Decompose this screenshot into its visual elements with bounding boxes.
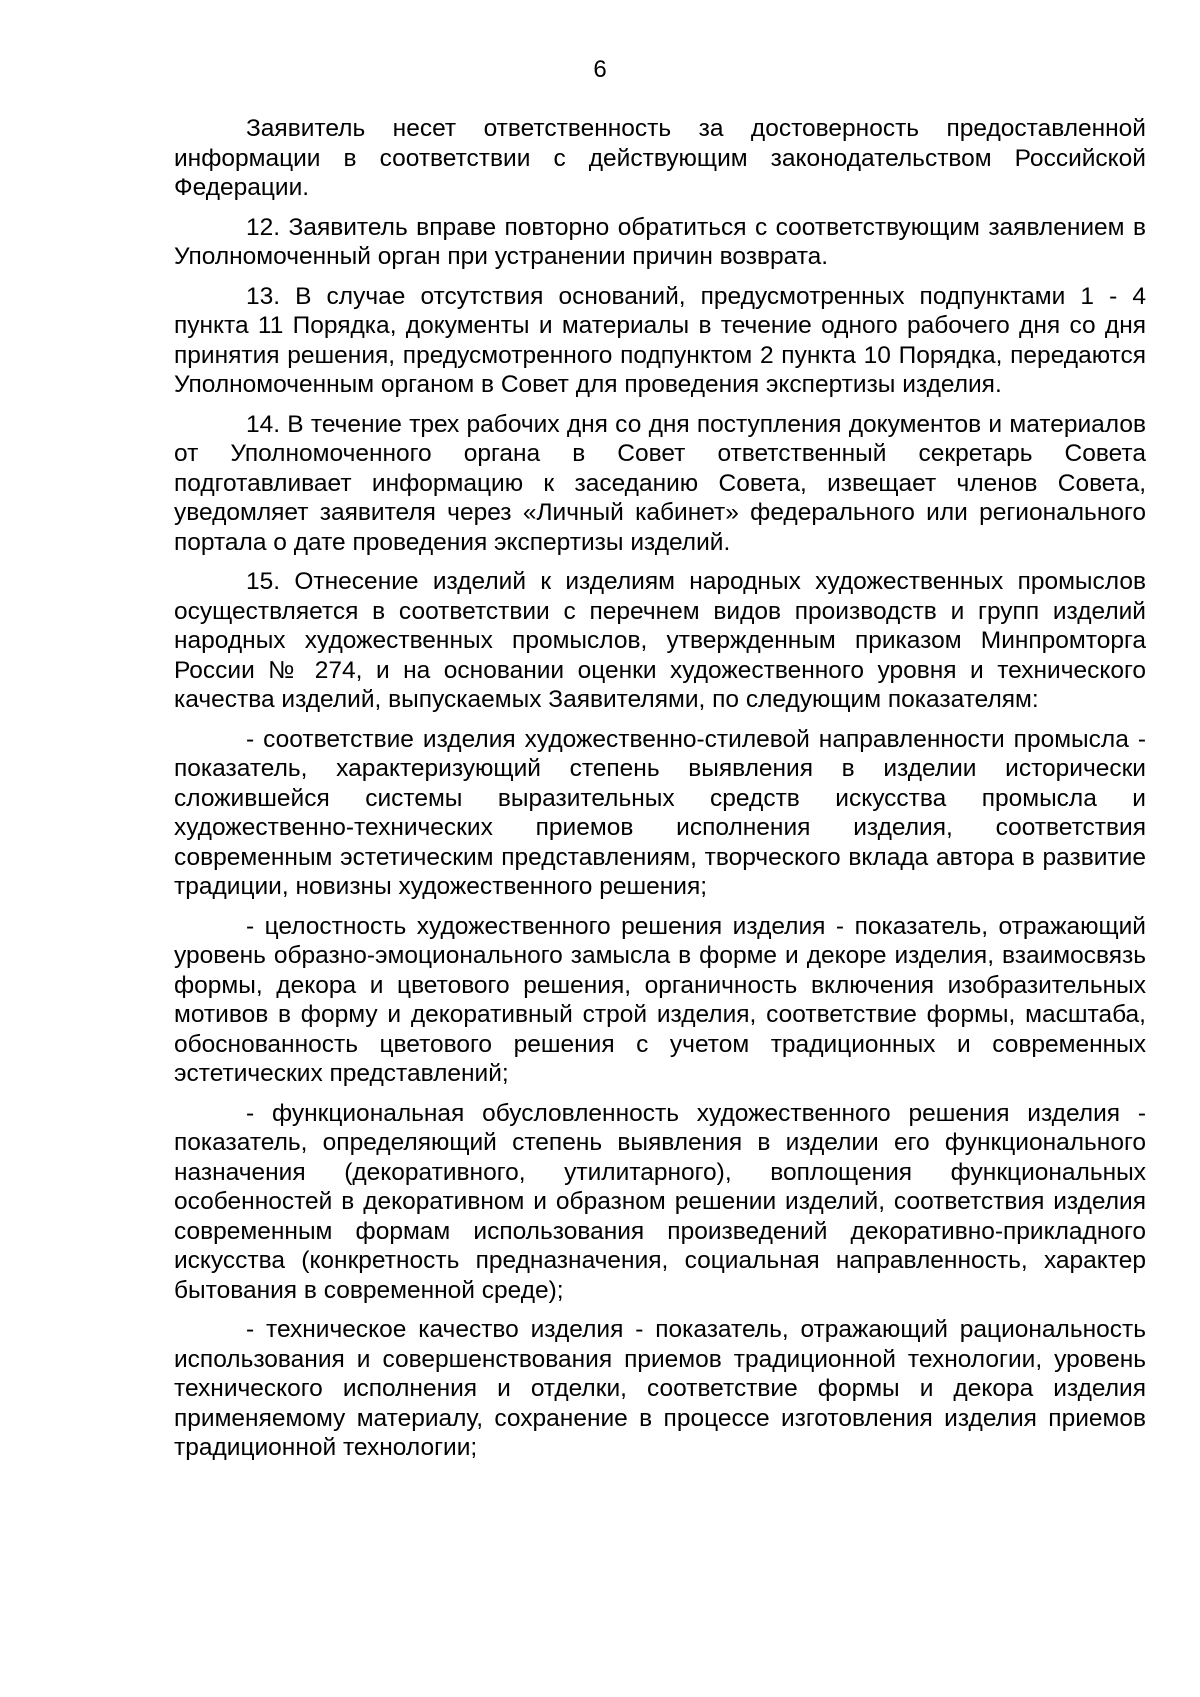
paragraph-15: 15. Отнесение изделий к изделиям народных художественных промыслов осуществляется в соответствии с перечнем видов производств и групп изделий народных художественных промыслов, утвержденным приказом Минпромторга России № 274, и на основании оценки художественного уровня и технического качества изделий, выпускаемых Заявителями, по следующим показателям: <box>174 568 1146 713</box>
page-number: 6 <box>593 56 607 83</box>
criterion-functional: - функциональная обусловленность художественного решения изделия - показатель, определяющий степень выявления в изделии его функционального назначения (декоративного, утилитарного), воплощения функциональных особенностей в декоративном и образном решении изделий, соответствия изделия современным формам использования произведений декоративно-прикладного искусства (конкретность предназначения, социальная направленность, характер бытования в современной среде); <box>174 1099 1146 1304</box>
criterion-integrity: - целостность художественного решения изделия - показатель, отражающий уровень образно-эмоционального замысла в форме и декоре изделия, взаимосвязь формы, декора и цветового решения, органичность включения изобразительных мотивов в форму и декоративный строй изделия, соответствие формы, масштаба, обоснованность цветового решения с учетом традиционных и современных эстетических представлений; <box>174 912 1146 1087</box>
paragraph-12: 12. Заявитель вправе повторно обратиться с соответствующим заявлением в Уполномоченный орган при устранении причин возврата. <box>174 213 1146 270</box>
criterion-style: - соответствие изделия художественно-стилевой направленности промысла - показатель, характеризующий степень выявления в изделии исторически сложившейся системы выразительных средств искусства промысла и художественно-технических приемов исполнения изделия, соответствия современным эстетическим представлениям, творческого вклада автора в развитие традиции, новизны художественного решения; <box>174 725 1146 900</box>
paragraph-14: 14. В течение трех рабочих дня со дня поступления документов и материалов от Уполномоченного органа в Совет ответственный секретарь Совета подготавливает информацию к заседанию Совета, извещает членов Совета, уведомляет заявителя через «Личный кабинет» федерального или регионального портала о дате проведения экспертизы изделий. <box>174 410 1146 556</box>
document-body <box>174 114 1146 1463</box>
criterion-technical: - техническое качество изделия - показатель, отражающий рациональность использования и совершенствования приемов традиционной технологии, уровень технического исполнения и отделки, соответствие формы и декора изделия применяемому материалу, сохранение в процессе изготовления изделия приемов традиционной технологии; <box>174 1316 1146 1461</box>
paragraph-13: 13. В случае отсутствия оснований, предусмотренных подпунктами 1 - 4 пункта 11 Порядка, документы и материалы в течение одного рабочего дня со дня принятия решения, предусмотренного подпунктом 2 пункта 10 Порядка, передаются Уполномоченным органом в Совет для проведения экспертизы изделия. <box>174 282 1146 398</box>
paragraph-intro: Заявитель несет ответственность за достоверность предоставленной информации в соответствии с действующим законодательством Российской Федерации. <box>174 115 1146 201</box>
